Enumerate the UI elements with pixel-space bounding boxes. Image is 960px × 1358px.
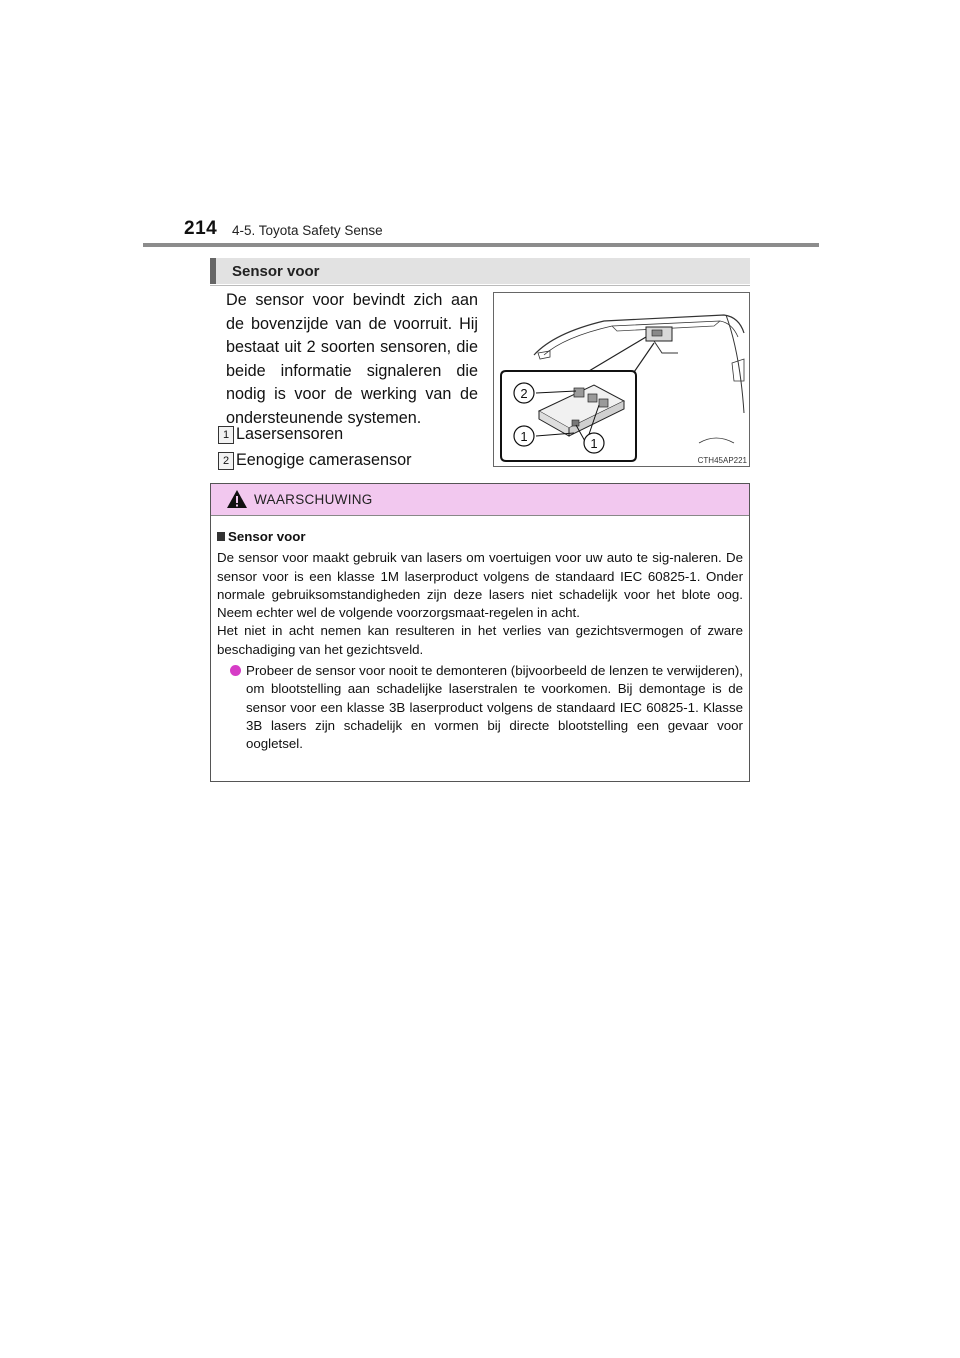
section-title: Sensor voor xyxy=(232,263,320,280)
warning-triangle-icon xyxy=(226,489,248,509)
figure-code: CTH45AP221 xyxy=(697,456,747,465)
warning-paragraph-1: De sensor voor maakt gebruik van lasers om voertuigen voor uw auto te sig-naleren. De sensor voor is een klasse 1M laserproduct volgens de standaard IEC 60825-1. Onder normale gebruiksomstandigheden zijn deze lasers niet schadelijk voor het blote oog. Neem echter wel de volgende voorzorgsmaat-regelen in acht. xyxy=(217,550,743,621)
legend-item-camera xyxy=(218,451,411,470)
legend-item-laser xyxy=(218,425,343,444)
section-underline xyxy=(210,285,750,286)
warning-bullet xyxy=(217,662,743,753)
sensor-illustration xyxy=(493,292,750,467)
warning-title: WAARSCHUWING xyxy=(254,492,373,507)
windshield-sensor-drawing xyxy=(494,293,749,466)
warning-subheading-text: Sensor voor xyxy=(228,529,306,544)
chapter-title: 4-5. Toyota Safety Sense xyxy=(232,223,383,238)
square-bullet-icon xyxy=(217,532,225,541)
callout-1: 1 xyxy=(520,429,528,444)
bullet-dot-icon xyxy=(230,665,241,676)
legend-label: Eenogige camerasensor xyxy=(236,451,412,469)
warning-bullet-text: Probeer de sensor voor nooit te demonteren (bijvoorbeeld de lenzen te verwijderen), om blootstelling aan schadelijke laserstralen te voorkomen. Bij demontage is de sensor voor een klasse 3B laserproduct volgens de standaard IEC 60825-1. Klasse 3B lasers zijn schadelijk en vormen bij directe blootstelling een gevaar voor oogletsel. xyxy=(246,663,743,752)
legend-label: Lasersensoren xyxy=(236,425,344,443)
warning-header xyxy=(211,484,749,516)
warning-paragraph-2: Het niet in acht nemen kan resulteren in het verlies van gezichtsvermogen of zware beschadiging van het gezichtsveld. xyxy=(217,623,743,657)
intro-paragraph: De sensor voor bevindt zich aan de bovenzijde van de voorruit. Hij bestaat uit 2 soorten sensoren, die beide informatie signaleren die nodig is voor de werking van de ondersteunende systemen. xyxy=(226,291,478,427)
section-header xyxy=(210,258,750,284)
warning-subheading xyxy=(217,528,743,546)
header-rule xyxy=(143,243,819,247)
warning-body xyxy=(217,528,743,754)
legend-number: 2 xyxy=(218,452,234,470)
warning-box xyxy=(210,483,750,782)
legend-number: 1 xyxy=(218,426,234,444)
page-number: 214 xyxy=(184,218,218,239)
callout-1b: 1 xyxy=(590,436,598,451)
callout-2: 2 xyxy=(520,386,528,401)
